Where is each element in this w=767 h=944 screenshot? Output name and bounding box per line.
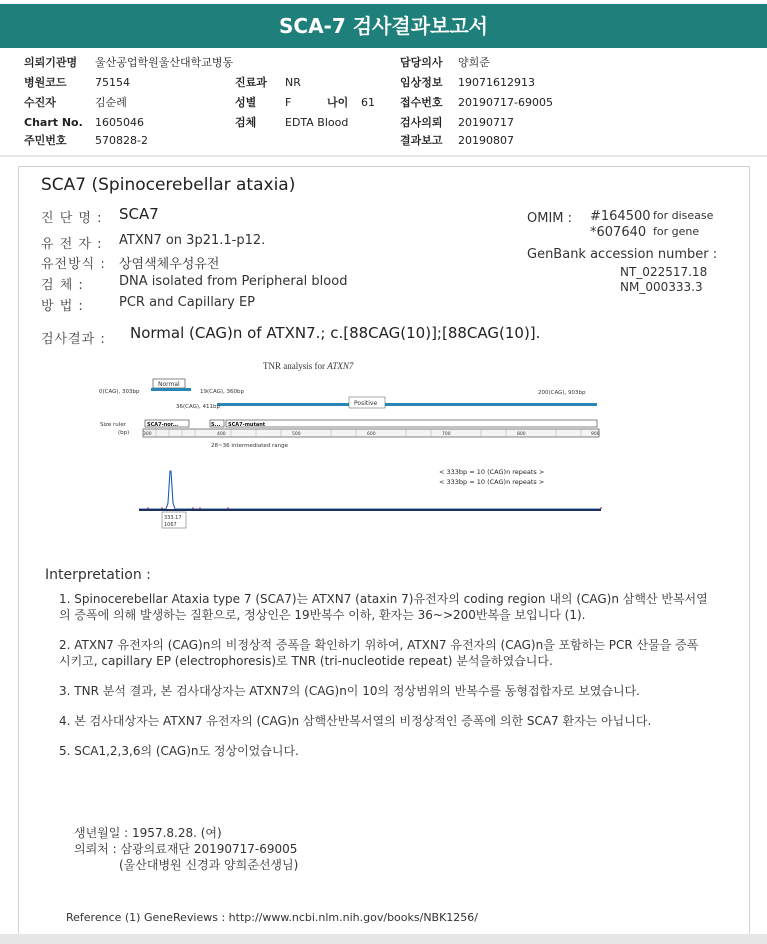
genbank-acc2: NM_000333.3 — [620, 280, 703, 294]
ruler-tick-400: 400 — [217, 432, 226, 437]
specimen-label: 검 체 : — [41, 278, 84, 293]
label-0cag: 0(CAG), 303bp — [99, 389, 140, 395]
inheritance-label: 유전방식 : — [41, 257, 106, 272]
genbank-label: GenBank accession number : — [527, 247, 718, 262]
omim-disease-no: #164500 — [590, 209, 651, 224]
interpretation-item-5: 5. SCA1,2,3,6의 (CAG)n도 정상이었습니다. — [59, 744, 299, 758]
repeat-line-2: < 333bp = 10 (CAG)n repeats > — [439, 478, 545, 486]
result-value: Normal (CAG)n of ATXN7.; c.[88CAG(10)];[88CAG(10)]. — [130, 324, 541, 342]
test-title: SCA7 (Spinocerebellar ataxia) — [41, 175, 296, 195]
reference: Reference (1) GeneReviews : http://www.ncbi.nlm.nih.gov/books/NBK1256/ — [66, 911, 479, 924]
normal-bar — [151, 388, 191, 391]
interpretation-item-2: 2. ATXN7 유전자의 (CAG)n의 비정상적 증폭을 확인하기 위하여, ATXN7 유전자의 (CAG)n을 포함하는 PCR 산물을 증폭시키고, capillary EP (electrophoresis)로 TNR (tri-nucleotide repeat) 분석을하였습니다. — [59, 638, 699, 668]
interpretation-title: Interpretation : — [45, 567, 151, 583]
ruler-seg-mutant — [226, 420, 597, 427]
figure-title: TNR analysis for ATXN7 — [263, 361, 354, 371]
peak-trace — [139, 471, 601, 509]
interpretation-item-3: 3. TNR 분석 결과, 본 검사대상자는 ATXN7의 (CAG)n이 10의 정상범위의 반복수를 동형접합자로 보였습니다. — [59, 684, 640, 698]
ruler-seg-mutant-text: SCA7-mutant — [228, 422, 266, 428]
gene-value: ATXN7 on 3p21.1-p12. — [119, 233, 266, 248]
normal-label: Normal — [158, 381, 180, 388]
repeat-line-1: < 333bp = 10 (CAG)n repeats > — [439, 468, 545, 476]
size-ruler-unit: (bp) — [118, 430, 130, 436]
interpretation-item-1: 1. Spinocerebellar Ataxia type 7 (SCA7)는 ATXN7 (ataxin 7)유전자의 coding region 내의 (CAG)n 삼핵산 반복서열의 증폭에 의해 발생하는 질환으로, 정상인은 19반복수 이하, 환자는 36~>200반복을 보입니다 (1). — [59, 592, 708, 622]
ruler-seg-s-text: S... — [211, 422, 221, 428]
method-value: PCR and Capillary EP — [119, 295, 255, 310]
method-label: 방 법 : — [41, 299, 84, 314]
label-36cag: 36(CAG), 411bp — [176, 404, 221, 410]
specimen-value: DNA isolated from Peripheral blood — [119, 274, 348, 289]
report-title: SCA-7 검사결과보고서 — [0, 4, 767, 48]
positive-label: Positive — [354, 400, 378, 407]
interpretation-item-4: 4. 본 검사대상자는 ATXN7 유전자의 (CAG)n 삼핵산반복서열의 비정상적인 증폭에 의한 SCA7 환자는 아닙니다. — [59, 714, 652, 728]
ruler-tick-800: 800 — [517, 432, 526, 437]
report-body — [18, 166, 750, 936]
label-19cag: 19(CAG), 360bp — [200, 389, 245, 395]
requester-note-detail: (울산대병원 신경과 양희준선생님) — [119, 858, 299, 872]
size-ruler-label: Size ruler — [100, 422, 126, 428]
peak-label-height: 1067 — [164, 522, 177, 528]
ruler-tick-900: 900 — [591, 432, 600, 437]
birth-note: 생년월일 : 1957.8.28. (여) — [74, 826, 222, 840]
ruler-tick-300: 300 — [143, 432, 152, 437]
intermediate-range-label: 28~36 intermediated range — [211, 443, 288, 449]
ruler-seg-normal-text: SCA7-nor... — [147, 422, 179, 428]
omim-disease-text: for disease — [653, 209, 714, 222]
omim-gene-no: *607640 — [590, 225, 647, 240]
positive-bar — [217, 403, 597, 406]
peak-label-size: 333.17 — [164, 515, 182, 521]
bottom-bar — [0, 934, 767, 944]
result-label: 검사결과 : — [41, 332, 106, 347]
ruler-tick-600: 600 — [367, 432, 376, 437]
label-200cag: 200(CAG), 903bp — [538, 390, 586, 396]
tnr-analysis-figure — [81, 355, 611, 539]
ruler-tick-700: 700 — [442, 432, 451, 437]
diagnosis-label: 진 단 명 : — [41, 211, 103, 226]
requester-note: 의뢰처 : 삼광의료재단 20190717-69005 — [74, 842, 298, 856]
header-divider — [0, 155, 767, 157]
genbank-acc1: NT_022517.18 — [620, 265, 708, 279]
interpretation-list — [59, 591, 709, 759]
omim-label: OMIM : — [527, 211, 573, 226]
gene-label: 유 전 자 : — [41, 237, 103, 252]
omim-gene-text: for gene — [653, 225, 700, 238]
inheritance-value: 상염색체우성유전 — [119, 257, 220, 272]
ruler-tick-500: 500 — [292, 432, 301, 437]
diagnosis-value: SCA7 — [119, 205, 159, 223]
